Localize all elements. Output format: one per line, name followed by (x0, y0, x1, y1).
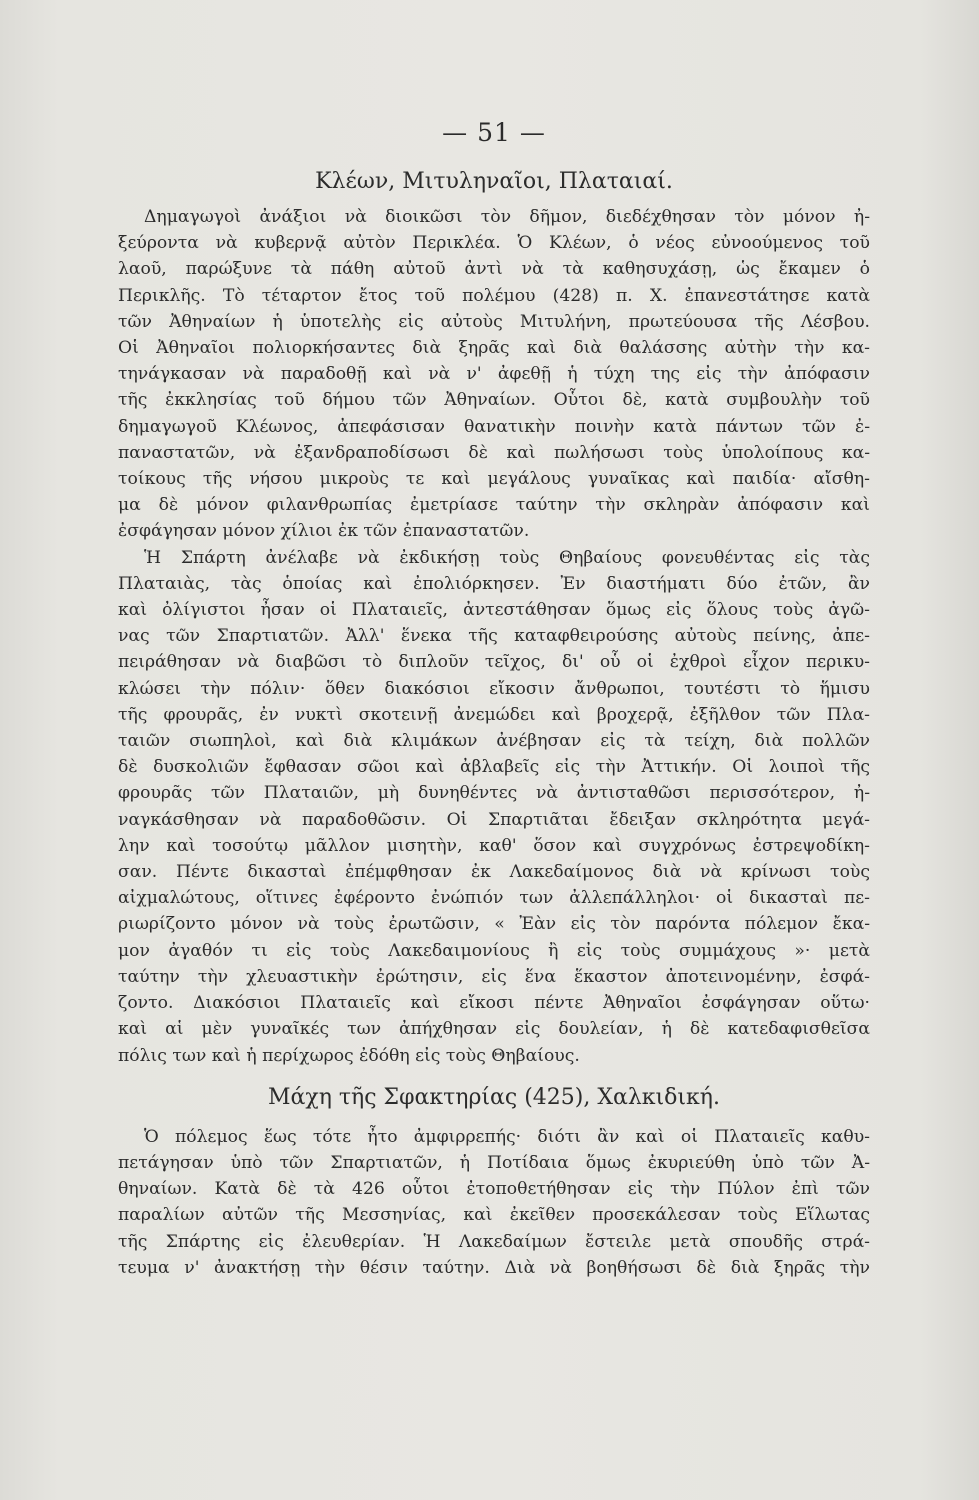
text-line: Περικλῆς. Τὸ τέταρτον ἔτος τοῦ πολέμου (428) π. Χ. ἐπανεστάτησε κατὰ (118, 285, 870, 306)
text-line: αἰχμαλώτους, οἵτινες ἐφέροντο ἐνώπιόν των ἀλλεπάλληλοι· οἱ δικασταὶ πε- (118, 888, 870, 909)
text-line: καὶ ὀλίγιστοι ἦσαν οἱ Πλαταιεῖς, ἀντεστάθησαν ὅμως εἰς ὅλους τοὺς ἀγῶ- (118, 600, 870, 621)
text-line: δημαγωγοῦ Κλέωνος, ἀπεφάσισαν θανατικὴν ποινὴν κατὰ πάντων τῶν ἐ- (118, 416, 870, 437)
section-heading-sphacteria: Μάχη τῆς Σφακτηρίας (425), Χαλκιδική. (268, 1084, 720, 1110)
text-line: φρουρᾶς τῶν Πλαταιῶν, μὴ δυνηθέντες νὰ ἀντισταθῶσι περισσότερον, ἠ- (118, 783, 870, 804)
text-line: λαοῦ, παρώξυνε τὰ πάθη αὐτοῦ ἀντὶ νὰ τὰ καθησυχάσῃ, ὡς ἔκαμεν ὁ (118, 259, 870, 280)
section-body-kleon (118, 204, 870, 1069)
section-heading-kleon: Κλέων, Μιτυληναῖοι, Πλαταιαί. (315, 169, 673, 194)
text-line: Δημαγωγοὶ ἀνάξιοι νὰ διοικῶσι τὸν δῆμον, διεδέχθησαν τὸν μόνον ἠ- (144, 207, 870, 227)
text-line: τοίκους τῆς νήσου μικροὺς τε καὶ μεγάλους γυναῖκας καὶ παιδία· αἴσθη- (118, 469, 870, 490)
text-line: Οἱ Ἀθηναῖοι πολιορκήσαντες διὰ ξηρᾶς καὶ διὰ θαλάσσης αὐτὴν τὴν κα- (118, 338, 870, 359)
section-body-sphacteria (118, 1124, 870, 1281)
paragraph-pylos (118, 1124, 870, 1281)
text-line: Ἡ Σπάρτη ἀνέλαβε νὰ ἐκδικήσῃ τοὺς Θηβαίους φονευθέντας εἰς τὰς (144, 547, 870, 568)
text-line: νας τῶν Σπαρτιατῶν. Ἀλλ' ἕνεκα τῆς καταφθειρούσης αὐτοὺς πείνης, ἀπε- (118, 626, 870, 647)
page-number: — 51 — (442, 118, 546, 147)
text-line: τηνάγκασαν νὰ παραδοθῇ καὶ νὰ ν' ἀφεθῇ ἡ τύχη της εἰς τὴν ἀπόφασιν (118, 364, 870, 385)
text-line: καὶ αἱ μὲν γυναῖκές των ἀπήχθησαν εἰς δουλείαν, ἡ δὲ κατεδαφισθεῖσα (118, 1019, 870, 1040)
text-line: τῆς ἐκκλησίας τοῦ δήμου τῶν Ἀθηναίων. Οὗτοι δὲ, κατὰ συμβουλὴν τοῦ (118, 390, 870, 411)
text-line: τῆς Σπάρτης εἰς ἐλευθερίαν. Ἡ Λακεδαίμων ἔστειλε μετὰ σπουδῆς στρά- (118, 1231, 870, 1252)
text-line: ταιῶν σιωπηλοὶ, καὶ διὰ κλιμάκων ἀνέβησαν εἰς τὰ τείχη, διὰ πολλῶν (118, 731, 870, 752)
page-content (118, 118, 870, 1281)
text-line: Ὁ πόλεμος ἕως τότε ἦτο ἀμφιρρεπής· διότι ἂν καὶ οἱ Πλαταιεῖς καθυ- (144, 1126, 870, 1147)
text-line: ναγκάσθησαν νὰ παραδοθῶσιν. Οἱ Σπαρτιᾶται ἔδειξαν σκληρότητα μεγά- (118, 809, 870, 830)
text-line: πόλις των καὶ ἡ περίχωρος ἐδόθη εἰς τοὺς Θηβαίους. (118, 1045, 580, 1066)
text-line: ριωρίζοντο μόνον νὰ τοὺς ἐρωτῶσιν, « Ἐὰν εἰς τὸν παρόντα πόλεμον ἔκα- (118, 914, 870, 935)
text-line: δὲ δυσκολιῶν ἔφθασαν σῶοι καὶ ἀβλαβεῖς εἰς τὴν Ἀττικήν. Οἱ λοιποὶ τῆς (118, 757, 870, 778)
text-line: κλώσει τὴν πόλιν· ὅθεν διακόσιοι εἴκοσιν ἄνθρωποι, τουτέστι τὸ ἥμισυ (118, 678, 870, 699)
text-line: τευμα ν' ἀνακτήσῃ τὴν θέσιν ταύτην. Διὰ νὰ βοηθήσωσι δὲ διὰ ξηρᾶς τὴν (118, 1257, 870, 1278)
paragraph-mytilene (118, 204, 870, 545)
text-line: παραλίων αὐτῶν τῆς Μεσσηνίας, καὶ ἐκεῖθεν προσεκάλεσαν τοὺς Εἵλωτας (118, 1205, 870, 1226)
text-line: ταύτην τὴν χλευαστικὴν ἐρώτησιν, εἰς ἕνα ἕκαστον ἀποτεινομένην, ἐσφά- (118, 966, 870, 987)
paragraph-plataea (118, 545, 870, 1069)
text-line: μα δὲ μόνον φιλανθρωπίας ἐμετρίασε ταύτην τὴν σκληρὰν ἀπόφασιν καὶ (118, 495, 870, 516)
text-line: μον ἀγαθόν τι εἰς τοὺς Λακεδαιμονίους ἢ εἰς τοὺς συμμάχους »· μετὰ (118, 940, 870, 961)
text-line: ἐσφάγησαν μόνον χίλιοι ἐκ τῶν ἐπαναστατῶν. (118, 521, 530, 542)
text-line: πειράθησαν νὰ διαβῶσι τὸ διπλοῦν τεῖχος, δι' οὗ οἱ ἐχθροὶ εἶχον περικυ- (118, 652, 870, 673)
text-line: τῆς φρουρᾶς, ἐν νυκτὶ σκοτεινῇ ἀνεμώδει καὶ βροχερᾷ, ἐξῆλθον τῶν Πλα- (118, 704, 870, 725)
text-line: Πλαταιὰς, τὰς ὁποίας καὶ ἐπολιόρκησεν. Ἐν διαστήματι δύο ἐτῶν, ἂν (118, 573, 870, 594)
text-line: λην καὶ τοσούτῳ μᾶλλον μισητὴν, καθ' ὅσον καὶ συγχρόνως ἐστρεψοδίκη- (118, 835, 870, 856)
text-line: θηναίων. Κατὰ δὲ τὰ 426 οὗτοι ἐτοποθετήθησαν εἰς τὴν Πύλον ἐπὶ τῶν (118, 1179, 870, 1200)
text-line: παναστατῶν, νὰ ἐξανδραποδίσωσι δὲ καὶ πωλήσωσι τοὺς ὑπολοίπους κα- (118, 442, 870, 463)
text-line: πετάγησαν ὑπὸ τῶν Σπαρτιατῶν, ἡ Ποτίδαια ὅμως ἐκυριεύθη ὑπὸ τῶν Ἀ- (118, 1152, 870, 1173)
text-line: ζοντο. Διακόσιοι Πλαταιεῖς καὶ εἴκοσι πέντε Ἀθηναῖοι ἐσφάγησαν οὕτω· (118, 993, 870, 1014)
text-line: ξεύροντα νὰ κυβερνᾷ αὐτὸν Περικλέα. Ὁ Κλέων, ὁ νέος εὐνοούμενος τοῦ (118, 233, 870, 254)
text-line: τῶν Ἀθηναίων ἡ ὑποτελὴς εἰς αὐτοὺς Μιτυλήνη, πρωτεύουσα τῆς Λέσβου. (118, 311, 870, 332)
text-line: σαν. Πέντε δικασταὶ ἐπέμφθησαν ἐκ Λακεδαίμονος διὰ νὰ κρίνωσι τοὺς (118, 862, 870, 883)
